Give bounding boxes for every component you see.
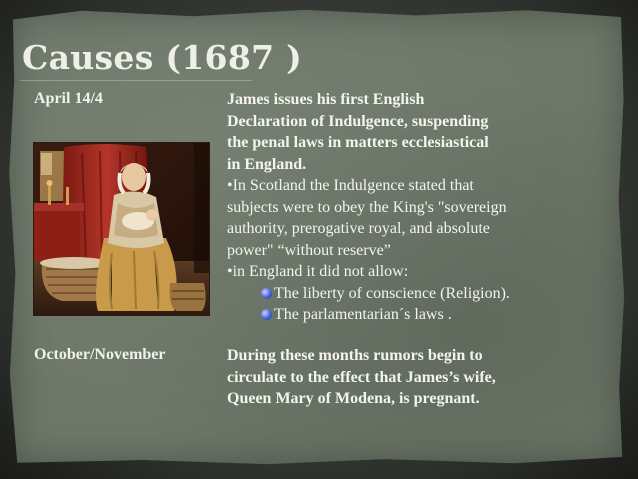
text-line: During these months rumors begin to bbox=[227, 347, 483, 364]
text-line: Queen Mary of Modena, is pregnant. bbox=[227, 390, 480, 407]
bullet-orb-icon bbox=[261, 288, 272, 299]
sub-bullet-item bbox=[227, 304, 627, 326]
entry-date-april: April 14/4 bbox=[34, 90, 103, 107]
text-line: authority, prerogative royal, and absolute bbox=[227, 220, 490, 237]
sub-bullet-item bbox=[227, 283, 627, 305]
slide-title: Causes (1687 ) bbox=[22, 38, 303, 77]
entry-text-october bbox=[227, 345, 627, 410]
text-line: Declaration of Indulgence, suspending bbox=[227, 112, 489, 130]
text-line: the penal laws in matters ecclesiastical bbox=[227, 134, 489, 151]
text-line: •in England it did not allow: bbox=[227, 263, 409, 280]
text-line: •In Scotland the Indulgence stated that bbox=[227, 177, 474, 194]
text-line: in England. bbox=[227, 155, 307, 173]
painting-image bbox=[34, 143, 209, 315]
sub-bullet-text: The liberty of conscience (Religion). bbox=[274, 284, 510, 302]
title-divider bbox=[20, 80, 252, 81]
sub-bullet-text: The parlamentarian´s laws . bbox=[274, 306, 452, 323]
text-line: circulate to the effect that James’s wife, bbox=[227, 368, 496, 386]
entry-text-april bbox=[227, 89, 627, 326]
text-line: power" “without reserve” bbox=[227, 241, 391, 259]
text-line: subjects were to obey the King's "sovereign bbox=[227, 198, 507, 216]
entry-date-october: October/November bbox=[34, 346, 166, 363]
bullet-orb-icon bbox=[261, 309, 272, 320]
text-line: James issues his first English bbox=[227, 91, 425, 108]
